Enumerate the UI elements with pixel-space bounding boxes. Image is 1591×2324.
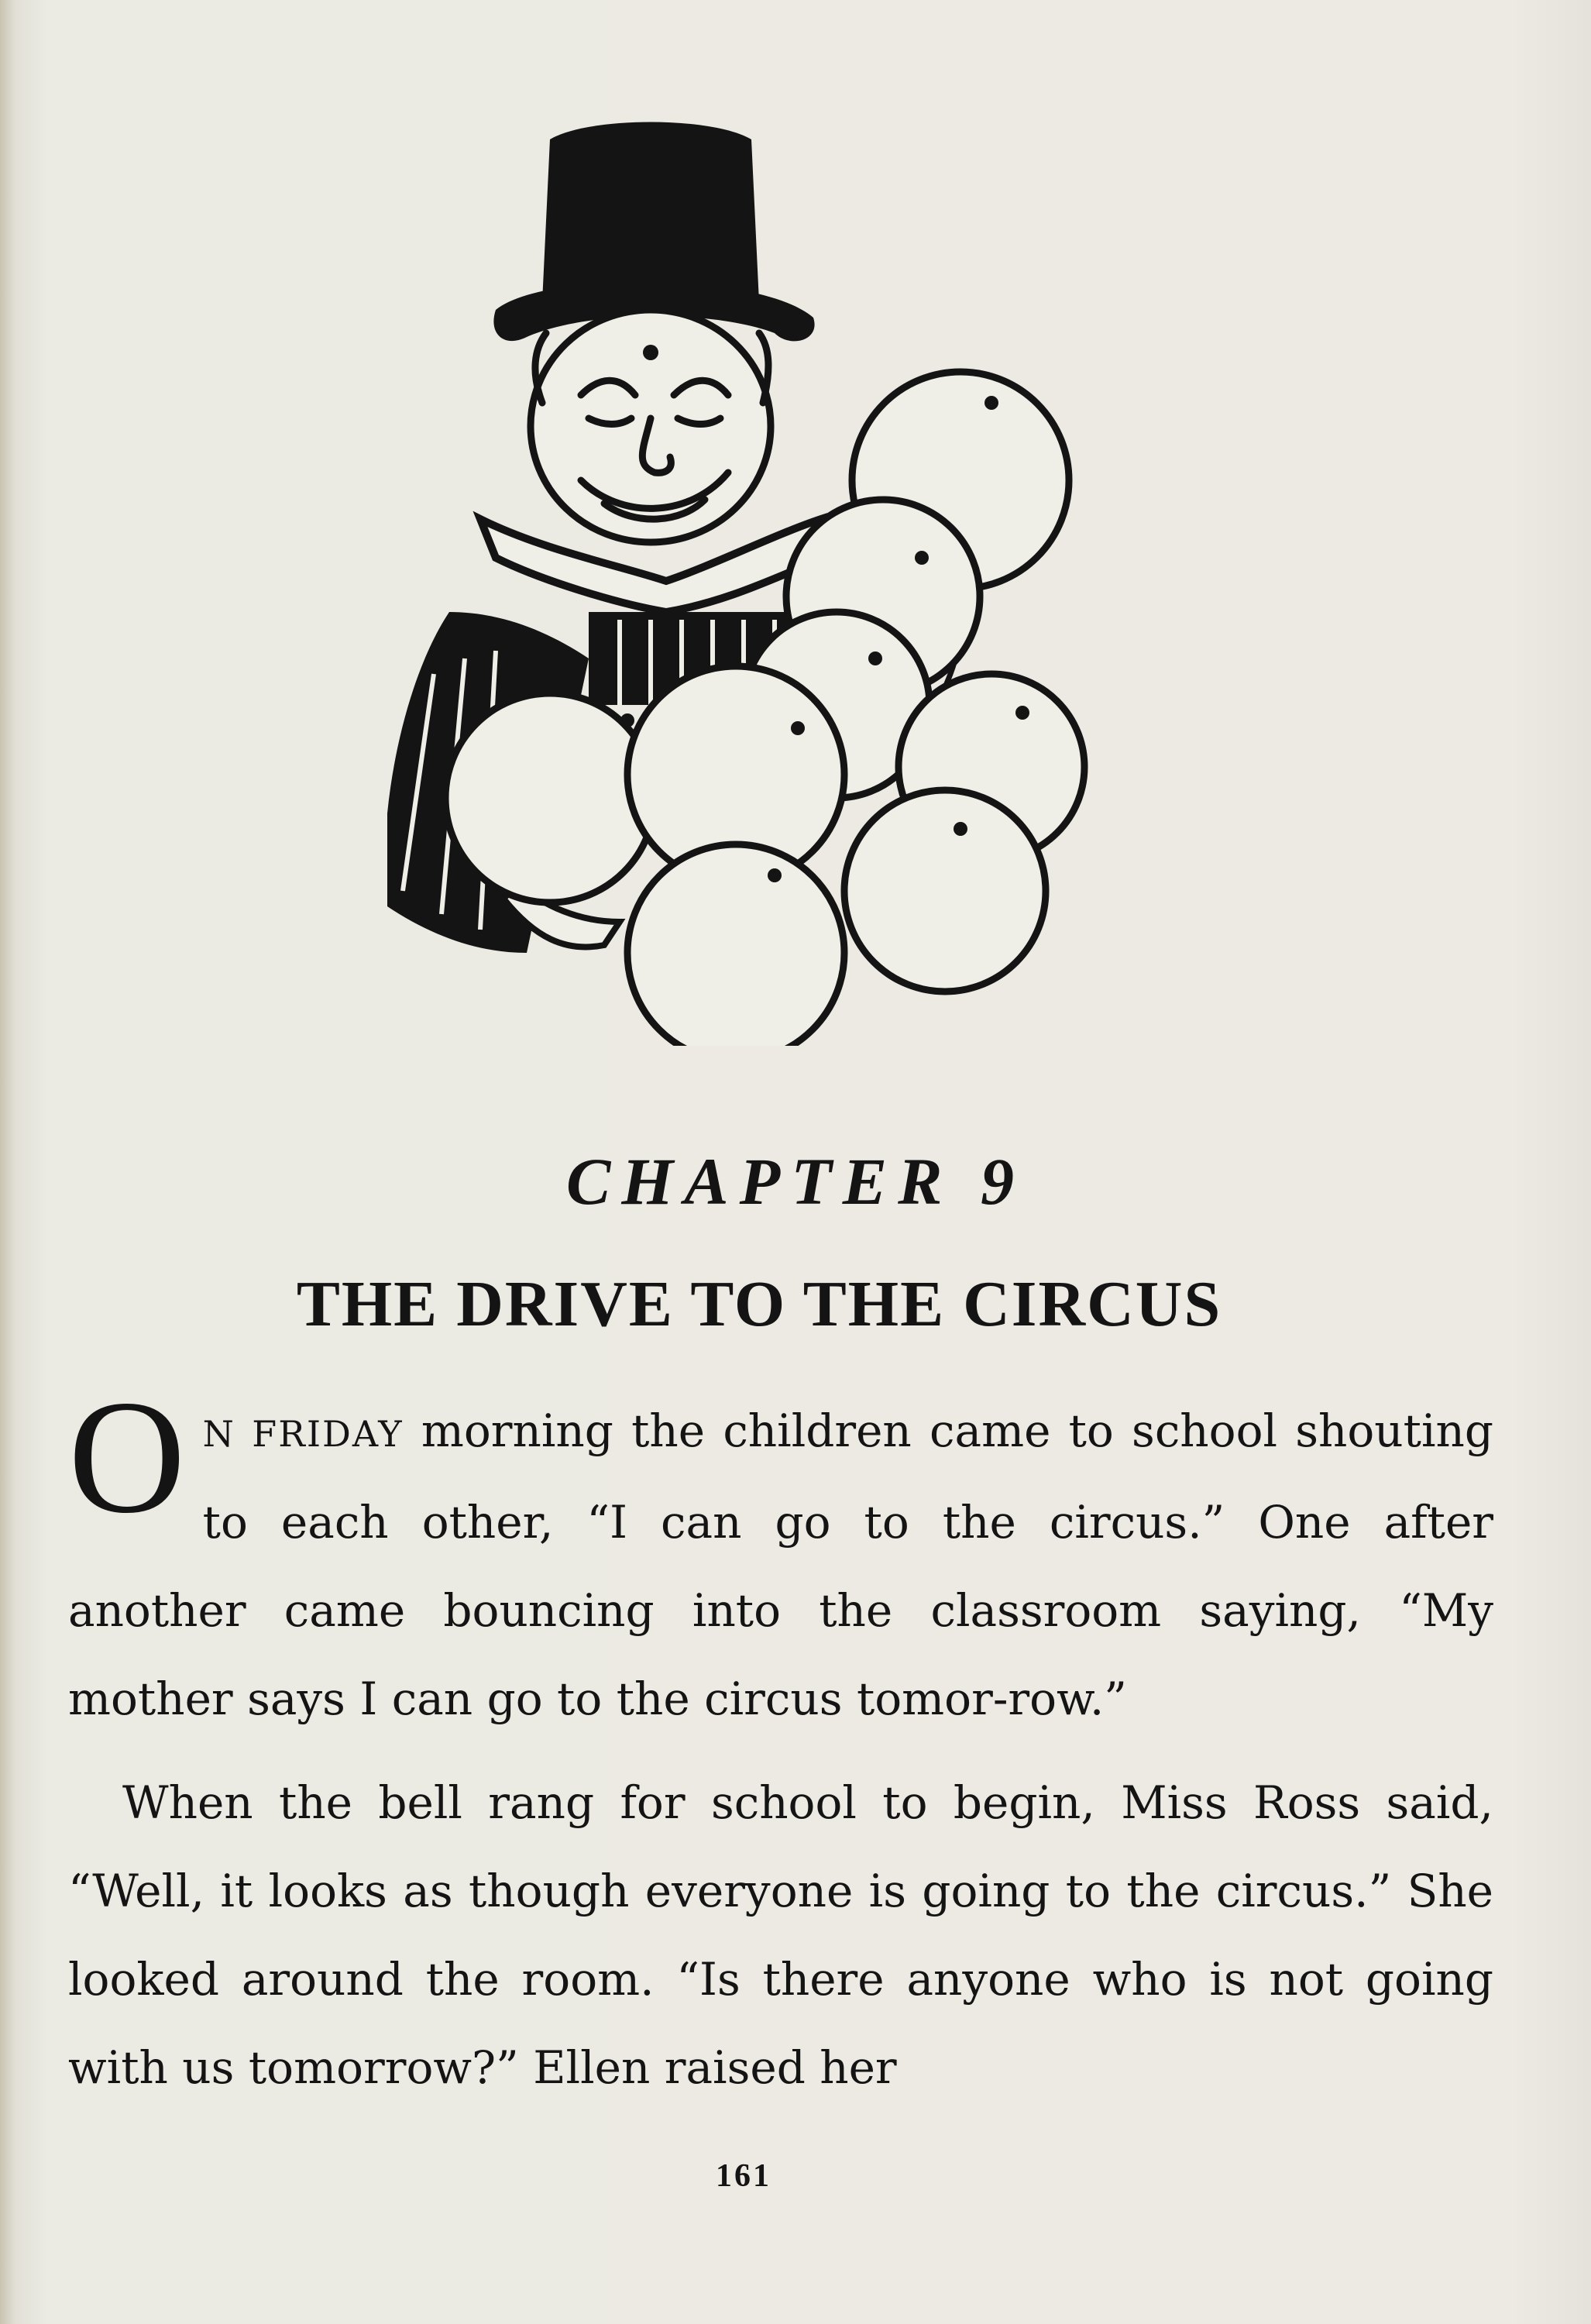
drop-cap: O — [68, 1367, 186, 1547]
paragraph-1-text: morning the children came to school shouting to each other, “I can go to the circus.” One after another came bouncing into the classroom saying, “My mother says I can go to the circus tomor-row.” — [68, 1404, 1493, 1725]
chapter-label: CHAPTER 9 — [566, 1144, 1025, 1219]
chapter-title: THE DRIVE TO THE CIRCUS — [296, 1268, 1222, 1340]
small-caps-lead: N FRIDAY — [202, 1413, 404, 1455]
body-text — [68, 1367, 1493, 2112]
page-number: 161 — [716, 2158, 771, 2194]
paragraph-1 — [68, 1367, 1493, 1743]
paragraph-2: When the bell rang for school to begin, Miss Ross said, “Well, it looks as though everyone is going to the circus.” She looked around the room. “Is there anyone who is not going with us tomorrow?” Ellen raised her — [68, 1776, 1493, 2094]
clown-with-balloons-icon — [387, 116, 1115, 1046]
